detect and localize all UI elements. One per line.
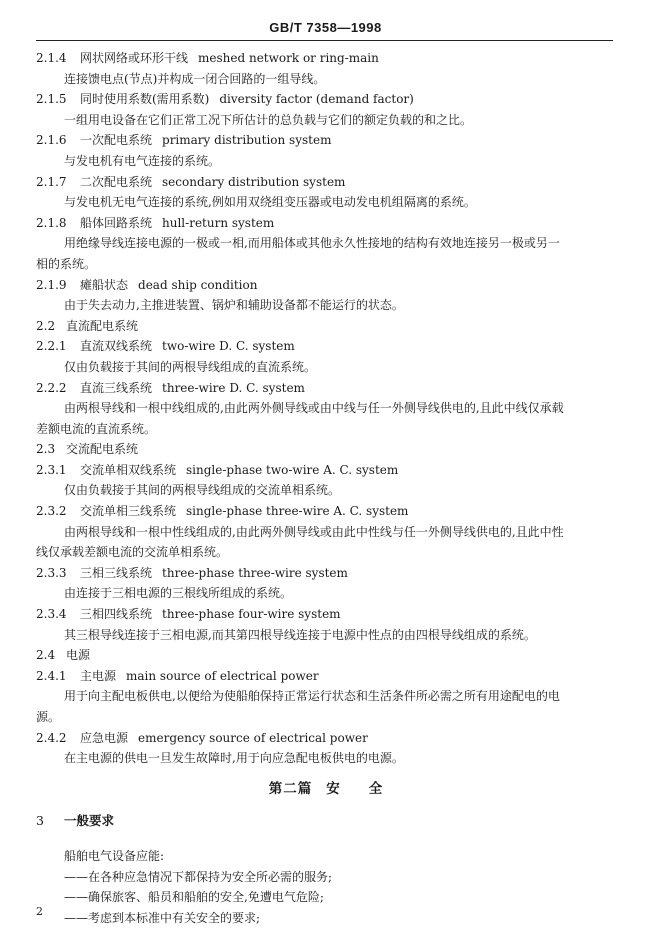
term-2-1-8 — [36, 213, 616, 234]
term-zh: 交流单相双线系统 — [80, 462, 177, 477]
term-zh: 网状网络或环形干线 — [80, 51, 189, 65]
term-en: primary distribution system — [162, 133, 332, 148]
section-number: 2.4 — [36, 648, 56, 663]
term-2-4-1 — [36, 666, 616, 687]
part-title-char: 全 — [368, 780, 384, 797]
list-item: ——考虑到本标准中有关安全的要求; — [64, 910, 261, 925]
definition: 与发电机无电气连接的系统,例如用双绕组变压器或电动发电机组隔离的系统。 — [64, 195, 476, 210]
definition: 在主电源的供电一旦发生故障时,用于向应急配电板供电的电源。 — [64, 751, 404, 766]
chapter-3-heading — [36, 811, 616, 832]
definition: 由连接于三相电源的三根线所组成的系统。 — [64, 586, 293, 601]
part-number: 第二篇 — [268, 780, 313, 797]
section-title: 交流配电系统 — [66, 442, 139, 457]
term-2-3-3 — [36, 563, 616, 584]
term-2-1-9 — [36, 275, 616, 296]
definition-continued: 源。 — [36, 710, 61, 724]
term-zh: 一次配电系统 — [80, 133, 153, 148]
term-2-3-1 — [36, 460, 616, 481]
term-en: single-phase two-wire A. C. system — [186, 462, 399, 477]
intro-text: 船舶电气设备应能: — [64, 848, 165, 863]
clause-number: 2.1.6 — [36, 133, 67, 148]
term-2-3-4 — [36, 604, 616, 625]
document-body — [36, 48, 616, 928]
term-zh: 主电源 — [80, 668, 117, 683]
term-zh: 直流双线系统 — [80, 339, 153, 354]
list-item: ——确保旅客、船员和船舶的安全,免遭电气危险; — [64, 890, 324, 905]
clause-number: 2.1.9 — [36, 277, 67, 292]
section-number: 2.3 — [36, 442, 56, 457]
term-2-1-5 — [36, 89, 616, 110]
term-zh: 同时使用系数(需用系数) — [80, 92, 210, 107]
part-title — [36, 779, 616, 800]
section-number: 2.2 — [36, 318, 56, 333]
term-2-1-6 — [36, 130, 616, 151]
term-zh: 三相四线系统 — [80, 607, 153, 622]
term-zh: 应急电源 — [80, 730, 129, 745]
term-en: dead ship condition — [138, 277, 258, 292]
term-en: main source of electrical power — [126, 668, 319, 683]
term-zh: 船体回路系统 — [80, 215, 153, 230]
definition-continued: 相的系统。 — [36, 256, 97, 271]
clause-number: 2.2.2 — [36, 380, 67, 395]
term-zh: 三相三线系统 — [80, 565, 153, 580]
page-header: GB/T 7358—1998 — [269, 20, 382, 35]
clause-number: 2.3.4 — [36, 607, 67, 622]
term-2-2-2 — [36, 378, 616, 399]
clause-number: 2.1.8 — [36, 215, 67, 230]
term-zh: 交流单相三线系统 — [80, 504, 177, 519]
clause-number: 2.1.7 — [36, 174, 67, 189]
definition-continued: 差额电流的直流系统。 — [36, 421, 157, 436]
definition: 由两根导线和一根中线组成的,由此两外侧导线或由中线与任一外侧导线供电的,且此中线仅承载 — [64, 401, 564, 416]
list-item: ——在各种应急情况下都保持为安全所必需的服务; — [64, 869, 333, 884]
clause-number: 2.1.4 — [36, 51, 67, 65]
term-en: three-phase four-wire system — [162, 607, 341, 622]
term-zh: 二次配电系统 — [80, 174, 153, 189]
term-zh: 直流三线系统 — [80, 380, 153, 395]
section-2-3 — [36, 439, 616, 460]
definition: 由于失去动力,主推进装置、锅炉和辅助设备都不能运行的状态。 — [64, 298, 404, 313]
definition: 用于向主配电板供电,以便给为使船舶保持正常运行状态和生活条件所必需之所有用途配电的电 — [64, 689, 560, 704]
term-en: diversity factor (demand factor) — [219, 92, 414, 107]
clause-number: 2.4.1 — [36, 668, 67, 683]
definition: 仅由负载接于其间的两根导线组成的直流系统。 — [64, 359, 317, 374]
term-en: hull-return system — [162, 215, 275, 230]
term-2-1-7 — [36, 172, 616, 193]
clause-number: 2.4.2 — [36, 730, 67, 745]
term-en: meshed network or ring-main — [198, 51, 379, 65]
definition: 用绝缘导线连接电源的一极或一相,而用船体或其他永久性接地的结构有效地连接另一极或另一 — [64, 236, 560, 251]
definition: 由两根导线和一根中性线组成的,由此两外侧导线或由此中性线与任一外侧导线供电的,且此中性 — [64, 524, 564, 539]
clause-number: 2.2.1 — [36, 339, 67, 354]
term-2-1-4 — [36, 48, 616, 69]
clause-number: 2.3.2 — [36, 504, 67, 519]
definition: 与发电机有电气连接的系统。 — [64, 153, 221, 168]
term-en: emergency source of electrical power — [138, 730, 368, 745]
section-2-2 — [36, 316, 616, 337]
header-rule — [36, 40, 613, 41]
term-2-4-2 — [36, 728, 616, 749]
clause-number: 2.3.3 — [36, 565, 67, 580]
term-en: three-phase three-wire system — [162, 565, 348, 580]
term-en: three-wire D. C. system — [162, 380, 305, 395]
definition: 其三根导线连接于三相电源,而其第四根导线连接于电源中性点的由四根导线组成的系统。 — [64, 627, 536, 642]
term-2-2-1 — [36, 336, 616, 357]
section-title: 电源 — [66, 648, 91, 663]
term-2-3-2 — [36, 501, 616, 522]
clause-number: 2.1.5 — [36, 92, 67, 107]
section-2-4 — [36, 645, 616, 666]
chapter-title: 一般要求 — [64, 813, 115, 829]
definition: 一组用电设备在它们正常工况下所估计的总负载与它们的额定负载的和之比。 — [64, 112, 473, 127]
term-en: secondary distribution system — [162, 174, 346, 189]
clause-number: 2.3.1 — [36, 462, 67, 477]
term-en: two-wire D. C. system — [162, 339, 295, 354]
definition: 仅由负载接于其间的两根导线组成的交流单相系统。 — [64, 483, 341, 498]
definition-continued: 线仅承载差额电流的交流单相系统。 — [36, 545, 229, 560]
chapter-number: 3 — [36, 813, 44, 829]
page-number: 2 — [36, 905, 43, 918]
part-title-char: 安 — [326, 780, 341, 797]
term-en: single-phase three-wire A. C. system — [186, 504, 409, 519]
definition: 连接馈电点(节点)并构成一闭合回路的一组导线。 — [64, 71, 326, 86]
section-title: 直流配电系统 — [66, 318, 139, 333]
term-zh: 瘫船状态 — [80, 277, 129, 292]
